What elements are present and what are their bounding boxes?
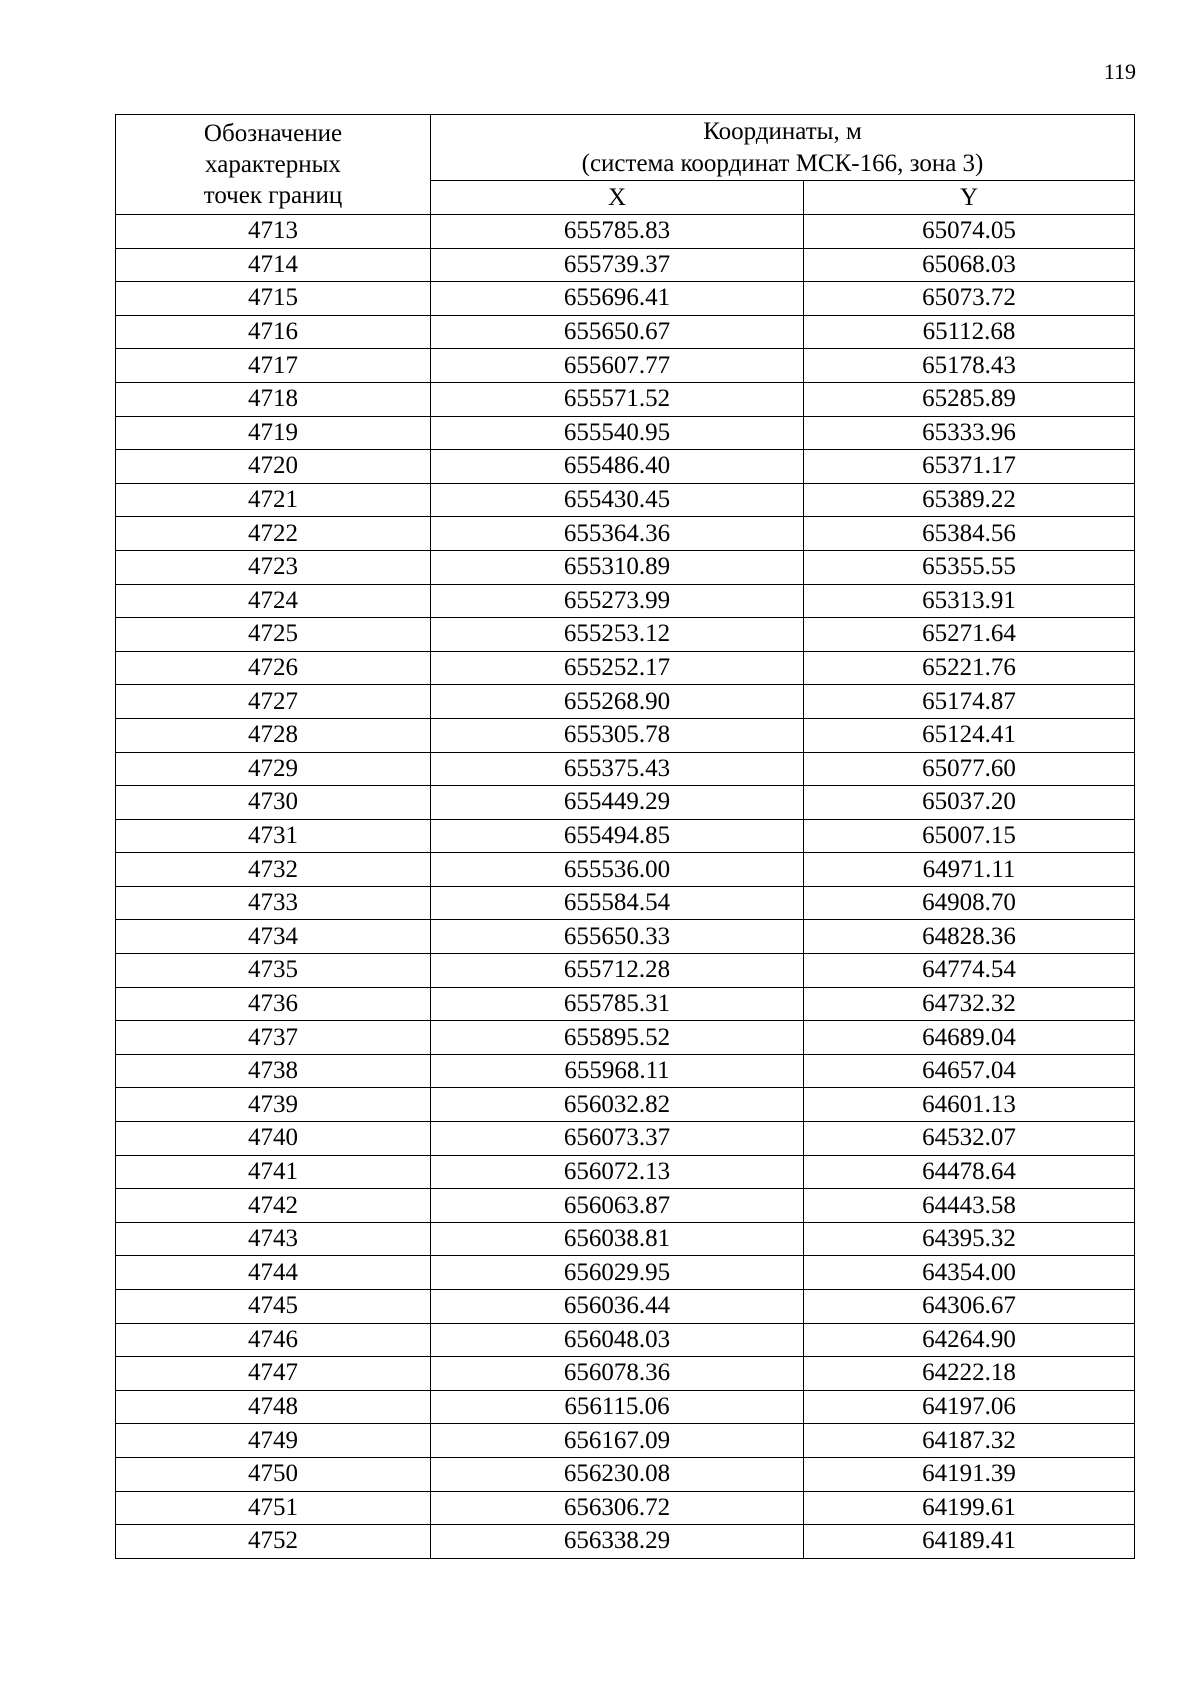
x-coordinate-cell: 656306.72 [431, 1491, 804, 1525]
point-number-cell: 4718 [116, 382, 431, 416]
y-coordinate-cell: 64191.39 [804, 1457, 1135, 1491]
y-coordinate-cell: 65037.20 [804, 786, 1135, 820]
table-row [116, 651, 1135, 685]
x-coordinate-cell: 655375.43 [431, 752, 804, 786]
x-coordinate-cell: 655310.89 [431, 550, 804, 584]
x-coordinate-cell: 656029.95 [431, 1256, 804, 1290]
x-coordinate-cell: 656048.03 [431, 1323, 804, 1357]
y-coordinate-cell: 65007.15 [804, 819, 1135, 853]
point-number-cell: 4724 [116, 584, 431, 618]
x-coordinate-cell: 655540.95 [431, 416, 804, 450]
coordinates-header [431, 115, 1135, 181]
point-number-cell: 4744 [116, 1256, 431, 1290]
y-coordinate-cell: 65333.96 [804, 416, 1135, 450]
table-row [116, 1424, 1135, 1458]
y-coordinate-cell: 64306.67 [804, 1290, 1135, 1324]
y-coordinate-cell: 65389.22 [804, 483, 1135, 517]
x-coordinate-cell: 656167.09 [431, 1424, 804, 1458]
y-coordinate-cell: 65074.05 [804, 215, 1135, 249]
x-coordinate-cell: 656038.81 [431, 1222, 804, 1256]
table-row [116, 954, 1135, 988]
x-coordinate-cell: 655650.33 [431, 920, 804, 954]
point-number-cell: 4749 [116, 1424, 431, 1458]
y-coordinate-cell: 64657.04 [804, 1054, 1135, 1088]
point-number-cell: 4719 [116, 416, 431, 450]
table-row [116, 853, 1135, 887]
point-number-cell: 4737 [116, 1021, 431, 1055]
y-coordinate-cell: 64732.32 [804, 987, 1135, 1021]
y-coordinate-cell: 65178.43 [804, 349, 1135, 383]
point-number-cell: 4742 [116, 1189, 431, 1223]
x-coordinate-cell: 655253.12 [431, 618, 804, 652]
x-coordinate-cell: 655571.52 [431, 382, 804, 416]
x-coordinate-cell: 655696.41 [431, 282, 804, 316]
table-body [116, 215, 1135, 1559]
y-coordinate-cell: 65174.87 [804, 685, 1135, 719]
table-row [116, 349, 1135, 383]
table-row [116, 1189, 1135, 1223]
x-coordinate-cell: 655650.67 [431, 315, 804, 349]
x-coordinate-cell: 656115.06 [431, 1390, 804, 1424]
table-row [116, 618, 1135, 652]
table-row [116, 550, 1135, 584]
table-row [116, 584, 1135, 618]
y-coordinate-cell: 64532.07 [804, 1122, 1135, 1156]
point-number-cell: 4739 [116, 1088, 431, 1122]
x-coordinate-cell: 655430.45 [431, 483, 804, 517]
table-row [116, 1088, 1135, 1122]
x-coordinate-cell: 655273.99 [431, 584, 804, 618]
x-coordinate-cell: 655536.00 [431, 853, 804, 887]
point-number-cell: 4721 [116, 483, 431, 517]
x-coordinate-cell: 656078.36 [431, 1357, 804, 1391]
x-coordinate-cell: 656073.37 [431, 1122, 804, 1156]
table-row [116, 248, 1135, 282]
table-row [116, 450, 1135, 484]
point-number-cell: 4736 [116, 987, 431, 1021]
point-number-cell: 4738 [116, 1054, 431, 1088]
point-number-cell: 4746 [116, 1323, 431, 1357]
x-coordinate-cell: 655739.37 [431, 248, 804, 282]
y-coordinate-cell: 65124.41 [804, 718, 1135, 752]
y-coordinate-cell: 65112.68 [804, 315, 1135, 349]
y-coordinate-cell: 64828.36 [804, 920, 1135, 954]
y-coordinate-cell: 65068.03 [804, 248, 1135, 282]
y-coordinate-cell: 64222.18 [804, 1357, 1135, 1391]
y-coordinate-cell: 64971.11 [804, 853, 1135, 887]
x-column-header: X [431, 181, 804, 215]
y-column-header: Y [804, 181, 1135, 215]
table-row [116, 1525, 1135, 1559]
x-coordinate-cell: 655785.31 [431, 987, 804, 1021]
y-coordinate-cell: 64478.64 [804, 1155, 1135, 1189]
table-row [116, 920, 1135, 954]
table-row [116, 1122, 1135, 1156]
table-row [116, 786, 1135, 820]
point-number-cell: 4722 [116, 517, 431, 551]
table-row [116, 416, 1135, 450]
y-coordinate-cell: 65313.91 [804, 584, 1135, 618]
table-row [116, 1054, 1135, 1088]
y-coordinate-cell: 64189.41 [804, 1525, 1135, 1559]
coordinates-header-line-1: Координаты, м [703, 117, 862, 145]
point-number-cell: 4717 [116, 349, 431, 383]
point-number-cell: 4732 [116, 853, 431, 887]
y-coordinate-cell: 64601.13 [804, 1088, 1135, 1122]
y-coordinate-cell: 64187.32 [804, 1424, 1135, 1458]
point-number-cell: 4748 [116, 1390, 431, 1424]
table-row [116, 1357, 1135, 1391]
x-coordinate-cell: 655968.11 [431, 1054, 804, 1088]
point-number-cell: 4731 [116, 819, 431, 853]
x-coordinate-cell: 656072.13 [431, 1155, 804, 1189]
point-number-cell: 4750 [116, 1457, 431, 1491]
coordinates-header-line-2: (система координат МСК-166, зона 3) [581, 149, 984, 177]
y-coordinate-cell: 65221.76 [804, 651, 1135, 685]
point-number-cell: 4730 [116, 786, 431, 820]
table-row [116, 1491, 1135, 1525]
y-coordinate-cell: 65355.55 [804, 550, 1135, 584]
table-header [116, 115, 1135, 215]
table-row [116, 517, 1135, 551]
x-coordinate-cell: 656036.44 [431, 1290, 804, 1324]
y-coordinate-cell: 64908.70 [804, 886, 1135, 920]
point-number-cell: 4735 [116, 954, 431, 988]
x-coordinate-cell: 655712.28 [431, 954, 804, 988]
y-coordinate-cell: 65371.17 [804, 450, 1135, 484]
point-number-cell: 4713 [116, 215, 431, 249]
point-number-cell: 4743 [116, 1222, 431, 1256]
table-row [116, 483, 1135, 517]
point-number-cell: 4715 [116, 282, 431, 316]
coordinates-table [115, 114, 1135, 1559]
point-number-cell: 4747 [116, 1357, 431, 1391]
point-number-cell: 4720 [116, 450, 431, 484]
y-coordinate-cell: 65271.64 [804, 618, 1135, 652]
x-coordinate-cell: 655785.83 [431, 215, 804, 249]
point-number-cell: 4727 [116, 685, 431, 719]
point-number-cell: 4725 [116, 618, 431, 652]
table-row [116, 382, 1135, 416]
table-row [116, 1155, 1135, 1189]
y-coordinate-cell: 64264.90 [804, 1323, 1135, 1357]
x-coordinate-cell: 655895.52 [431, 1021, 804, 1055]
table-row [116, 1390, 1135, 1424]
point-number-cell: 4745 [116, 1290, 431, 1324]
y-coordinate-cell: 65073.72 [804, 282, 1135, 316]
x-coordinate-cell: 656063.87 [431, 1189, 804, 1223]
y-coordinate-cell: 64354.00 [804, 1256, 1135, 1290]
x-coordinate-cell: 656032.82 [431, 1088, 804, 1122]
table-row [116, 1457, 1135, 1491]
table-row [116, 987, 1135, 1021]
point-number-cell: 4752 [116, 1525, 431, 1559]
x-coordinate-cell: 656230.08 [431, 1457, 804, 1491]
y-coordinate-cell: 65077.60 [804, 752, 1135, 786]
table-row [116, 1222, 1135, 1256]
point-number-cell: 4726 [116, 651, 431, 685]
y-coordinate-cell: 64774.54 [804, 954, 1135, 988]
y-coordinate-cell: 65384.56 [804, 517, 1135, 551]
page-number: 119 [1103, 59, 1136, 84]
designation-header-line-2: характерных [205, 151, 341, 178]
table-row [116, 819, 1135, 853]
point-number-cell: 4729 [116, 752, 431, 786]
table-row [116, 1323, 1135, 1357]
point-number-cell: 4734 [116, 920, 431, 954]
table-row [116, 282, 1135, 316]
table-row [116, 1290, 1135, 1324]
x-coordinate-cell: 655494.85 [431, 819, 804, 853]
table-row [116, 1021, 1135, 1055]
table-row [116, 685, 1135, 719]
x-coordinate-cell: 655449.29 [431, 786, 804, 820]
table-row [116, 752, 1135, 786]
x-coordinate-cell: 655607.77 [431, 349, 804, 383]
y-coordinate-cell: 64199.61 [804, 1491, 1135, 1525]
x-coordinate-cell: 656338.29 [431, 1525, 804, 1559]
x-coordinate-cell: 655268.90 [431, 685, 804, 719]
designation-header-line-1: Обозначение [203, 120, 343, 147]
x-coordinate-cell: 655364.36 [431, 517, 804, 551]
y-coordinate-cell: 64197.06 [804, 1390, 1135, 1424]
table-row [116, 718, 1135, 752]
point-number-cell: 4716 [116, 315, 431, 349]
point-number-cell: 4740 [116, 1122, 431, 1156]
point-number-cell: 4728 [116, 718, 431, 752]
table-row [116, 886, 1135, 920]
x-coordinate-cell: 655486.40 [431, 450, 804, 484]
y-coordinate-cell: 64395.32 [804, 1222, 1135, 1256]
y-coordinate-cell: 64689.04 [804, 1021, 1135, 1055]
point-number-cell: 4741 [116, 1155, 431, 1189]
x-coordinate-cell: 655584.54 [431, 886, 804, 920]
designation-header [116, 115, 431, 215]
point-number-cell: 4714 [116, 248, 431, 282]
designation-header-line-3: точек границ [203, 182, 343, 209]
y-coordinate-cell: 65285.89 [804, 382, 1135, 416]
table-row [116, 215, 1135, 249]
y-coordinate-cell: 64443.58 [804, 1189, 1135, 1223]
x-coordinate-cell: 655252.17 [431, 651, 804, 685]
point-number-cell: 4751 [116, 1491, 431, 1525]
table-row [116, 1256, 1135, 1290]
point-number-cell: 4733 [116, 886, 431, 920]
point-number-cell: 4723 [116, 550, 431, 584]
x-coordinate-cell: 655305.78 [431, 718, 804, 752]
table-row [116, 315, 1135, 349]
